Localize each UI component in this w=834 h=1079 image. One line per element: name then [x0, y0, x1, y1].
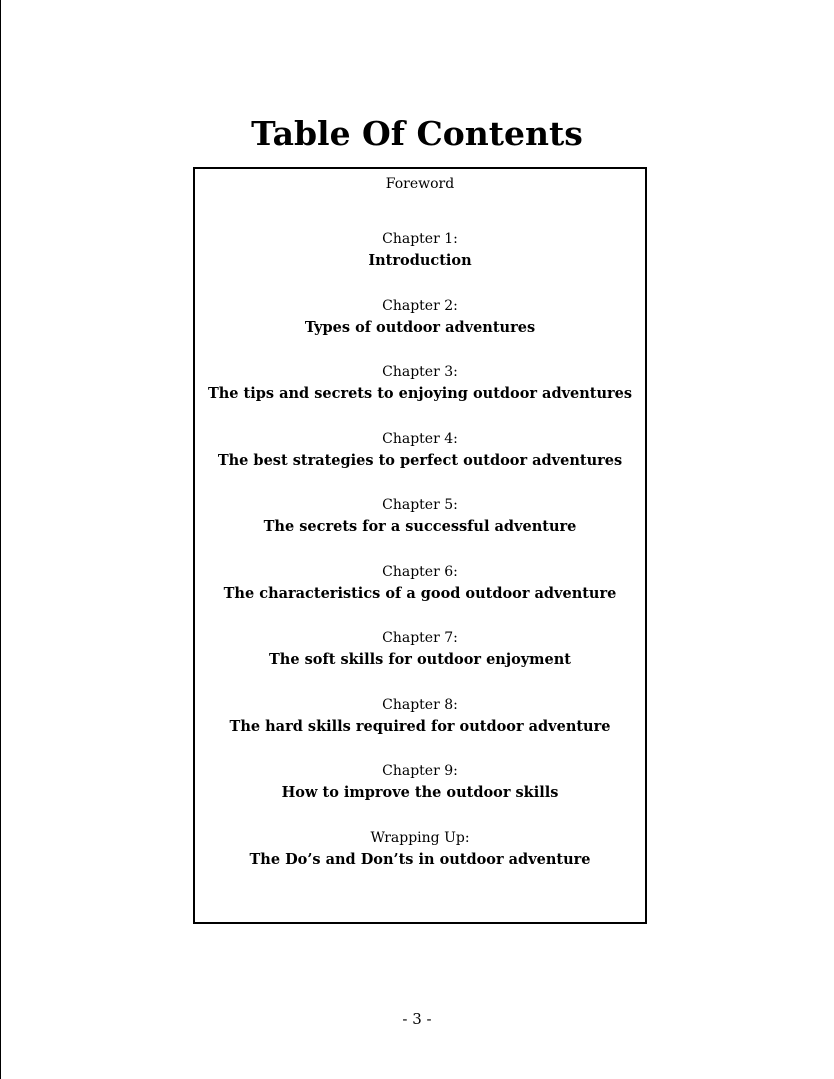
toc-entry-heading: The tips and secrets to enjoying outdoor adventures [207, 385, 633, 402]
toc-box [193, 167, 647, 924]
toc-entry-label: Chapter 5: [382, 497, 458, 513]
toc-entry-heading: The characteristics of a good outdoor adventure [223, 585, 617, 602]
toc-entry-label: Chapter 1: [382, 231, 458, 247]
toc-entry-chapter-1[interactable] [195, 228, 645, 272]
toc-entry-label: Chapter 2: [382, 298, 458, 314]
toc-entry-label: Chapter 4: [382, 431, 458, 447]
toc-entry-heading: Introduction [368, 252, 472, 269]
toc-entry-heading: The best strategies to perfect outdoor adventures [217, 452, 623, 469]
toc-entry-heading: The secrets for a successful adventure [263, 518, 577, 535]
toc-entry-label: Chapter 7: [382, 630, 458, 646]
toc-entry-chapter-5[interactable] [195, 494, 645, 538]
toc-entry-chapter-4[interactable] [195, 428, 645, 472]
toc-entry-foreword[interactable] [195, 173, 645, 195]
toc-foreword-label: Foreword [385, 176, 455, 192]
toc-entry-chapter-8[interactable] [195, 694, 645, 738]
toc-entry-heading: How to improve the outdoor skills [281, 784, 559, 801]
toc-entry-chapter-6[interactable] [195, 561, 645, 605]
toc-entry-label: Chapter 9: [382, 763, 458, 779]
toc-entry-chapter-7[interactable] [195, 627, 645, 671]
toc-entry-heading: The soft skills for outdoor enjoyment [269, 651, 571, 668]
toc-entry-chapter-9[interactable] [195, 760, 645, 804]
toc-entry-heading: The hard skills required for outdoor adventure [229, 718, 611, 735]
toc-entry-label: Chapter 6: [382, 564, 458, 580]
toc-entry-chapter-3[interactable] [195, 361, 645, 405]
page-edge [0, 0, 1, 1079]
toc-entry-label: Chapter 8: [382, 697, 458, 713]
toc-entry-heading: Types of outdoor adventures [304, 319, 536, 336]
page-number: - 3 - [402, 1010, 432, 1028]
toc-entry-label: Wrapping Up: [370, 830, 470, 846]
page-title: Table Of Contents [251, 114, 583, 153]
toc-entry-heading: The Do’s and Don’ts in outdoor adventure [249, 851, 591, 868]
toc-entry-chapter-2[interactable] [195, 295, 645, 339]
toc-entry-wrapping-up[interactable] [195, 827, 645, 871]
toc-entry-label: Chapter 3: [382, 364, 458, 380]
